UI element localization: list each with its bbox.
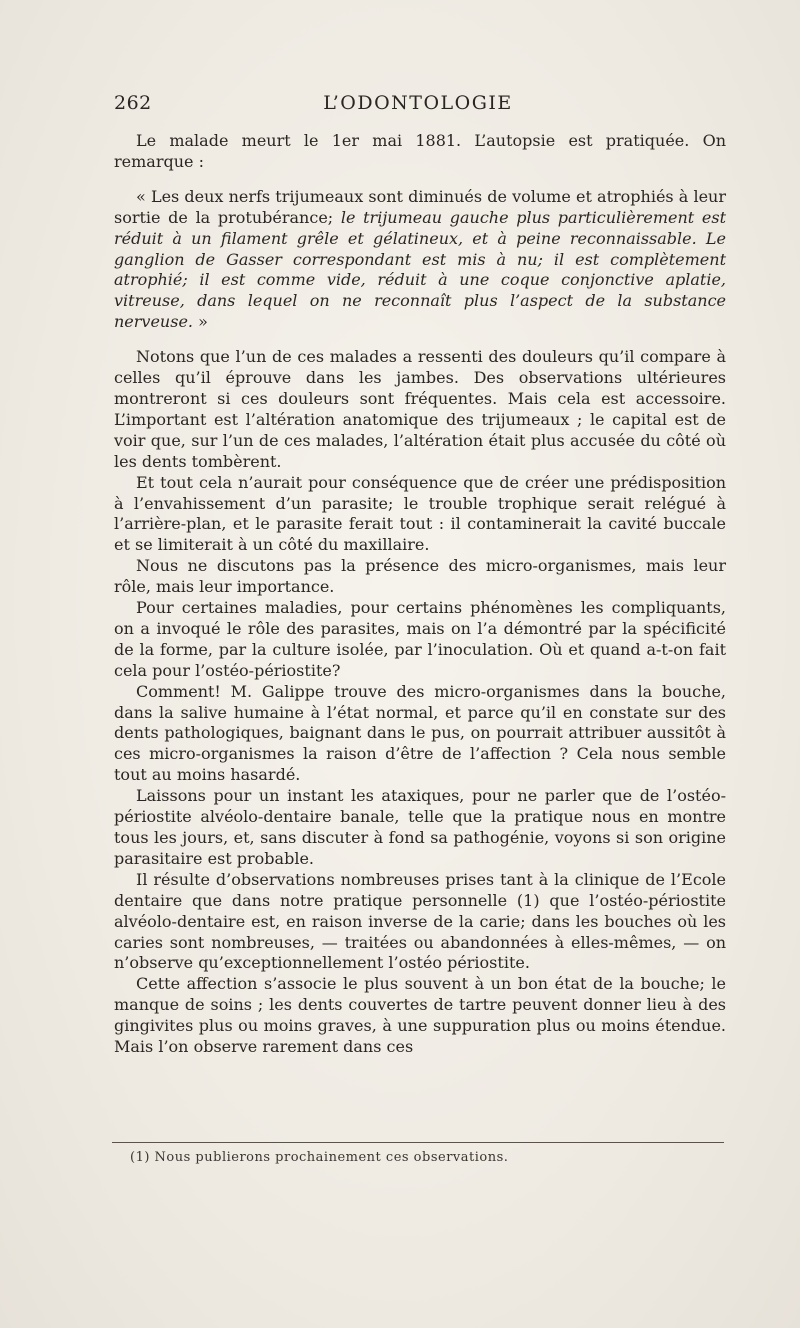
paragraph-galippe: Comment! M. Galippe trouve des micro-organismes dans la bouche, dans la salive humaine à l’état normal, et parce qu’il en constate sur des dents pathologiques, baignant dans le pus, on pourrait attribuer aussitôt à ces micro-organismes la raison d’être de l’affection ? Cela nous semble tout au moins hasardé.: [114, 681, 726, 785]
paragraph-notons: Notons que l’un de ces malades a ressenti des douleurs qu’il compare à celles qu’il éprouve dans les jambes. Des observations ultérieures montreront si ces douleurs sont fréquentes. Mais cela est accessoire. L’important est l’altération anatomique des trijumeaux ; le capital est de voir que, sur l’un de ces malades, l’altération était plus accusée du côté où les dents tombèrent.: [114, 347, 726, 471]
paragraph-affection: Cette affection s’associe le plus souvent à un bon état de la bouche; le manque de soins ; les dents couvertes de tartre peuvent donner lieu à des gingivites plus ou moins graves, à une suppuration plus ou moins étendue. Mais l’on observe rarement dans ces: [114, 974, 726, 1057]
spacer: [114, 333, 726, 347]
quotation: [114, 187, 726, 333]
quotation-opening: « Les deux nerfs trijumeaux sont diminués de volume et atrophiés à leur sortie de la protubérance;: [114, 186, 726, 227]
paragraph-maladies: Pour certaines maladies, pour certains phénomènes les compliquants, on a invoqué le rôle des parasites, mais on l’a démontré par la spécificité de la forme, par la culture isolée, par l’inoculation. Où et quand a-t-on fait cela pour l’ostéo-périostite?: [114, 598, 726, 680]
quotation-italic: le trijumeau gauche plus particulièrement est réduit à un filament grêle et gélatineux, et à peine reconnaissable. Le ganglion de Gasser correspondant est mis à nu; il est complètement atrophié; il est comme vide, réduit à une coque conjonctive aplatie, vitreuse, dans lequel on ne reconnaît plus l’aspect de la substance nerveuse.: [114, 207, 727, 332]
spacer: [114, 173, 726, 187]
paragraph-parasite: Et tout cela n’aurait pour conséquence que de créer une prédisposition à l’envahissement d’un parasite; le trouble trophique serait relégué à l’arrière-plan, et le parasite ferait tout : il contaminerait la cavité buccale et se limiterait à un côté du maxillaire.: [114, 472, 726, 555]
page-number: 262: [114, 92, 152, 114]
paragraph-micro-organismes: Nous ne discutons pas la présence des micro-organismes, mais leur rôle, mais leur importance.: [114, 556, 726, 597]
footnote: (1) Nous publierons prochainement ces observations.: [130, 1150, 509, 1165]
body-text: [114, 131, 726, 1058]
paragraph-ataxiques: Laissons pour un instant les ataxiques, pour ne parler que de l’ostéo-périostite alvéolo-dentaire banale, telle que la pratique nous en montre tous les jours, et, sans discuter à fond sa pathogénie, voyons si son origine parasitaire est probable.: [114, 786, 726, 868]
footnote-rule: [112, 1142, 724, 1143]
page-header: [114, 92, 722, 118]
quotation-closing: »: [193, 312, 208, 332]
paragraph-autopsy: Le malade meurt le 1er mai 1881. L’autopsie est pratiquée. On remarque :: [114, 131, 726, 171]
running-title: L’ODONTOLOGIE: [323, 92, 513, 114]
paragraph-observations: Il résulte d’observations nombreuses prises tant à la clinique de l’Ecole dentaire que dans notre pratique personnelle (1) que l’ostéo-périostite alvéolo-dentaire est, en raison inverse de la carie; dans les bouches où les caries sont nombreuses, — traitées ou abandonnées à elles-mêmes, — on n’observe qu’exceptionnellement l’ostéo périostite.: [114, 869, 726, 973]
